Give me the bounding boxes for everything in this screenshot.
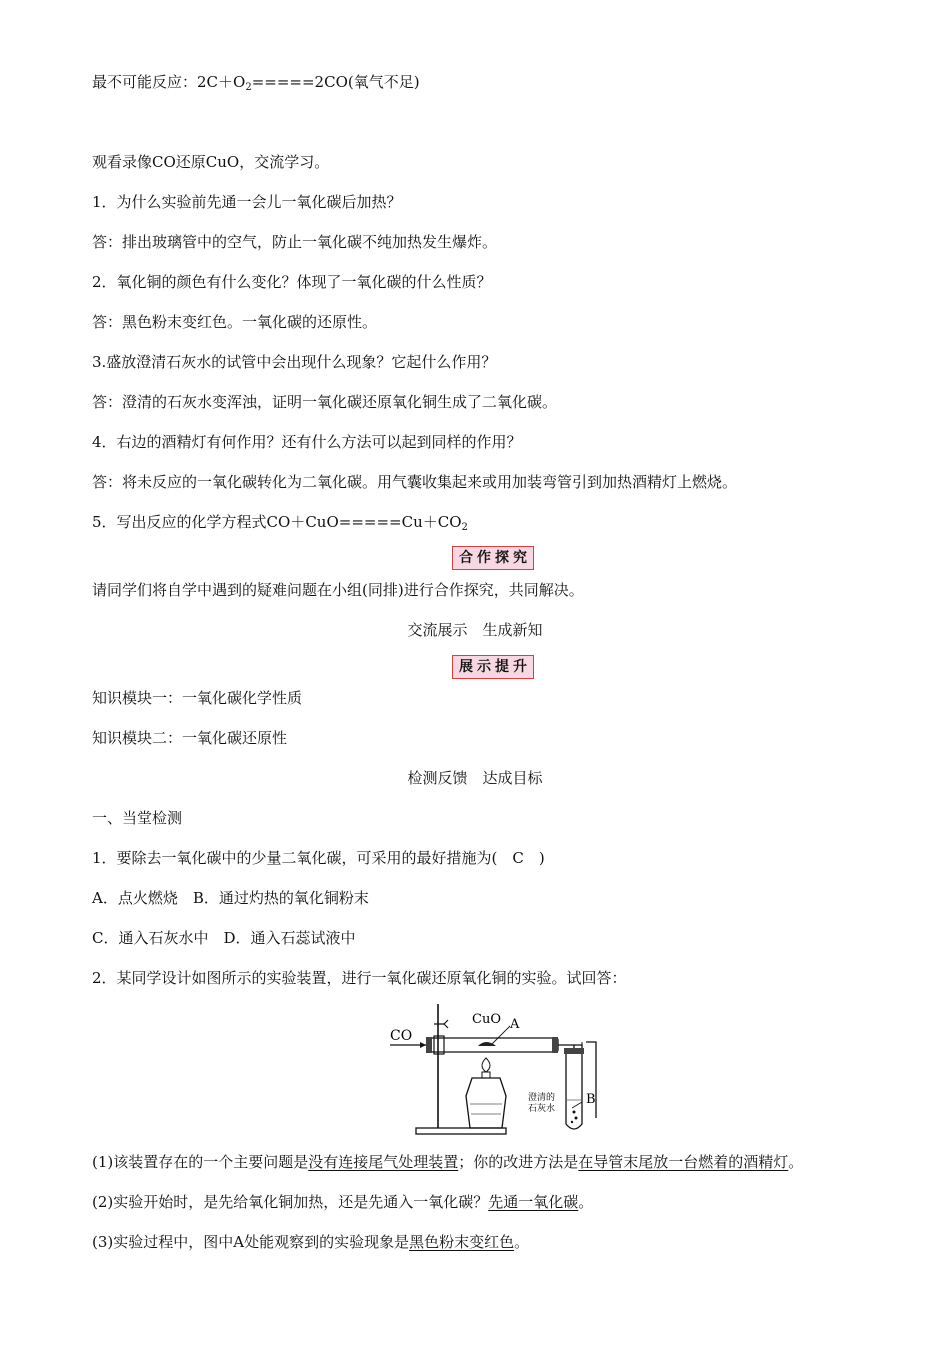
answer-2: 答：黑色粉末变红色。一氧化碳的还原性。 xyxy=(92,313,378,331)
answer-1-blank-2: 在导管末尾放一台燃着的酒精灯 xyxy=(578,1153,789,1171)
label-a: A xyxy=(510,1017,520,1032)
answer-2-text: (2)实验开始时，是先给氧化铜加热，还是先通入一氧化碳？ xyxy=(92,1193,489,1211)
answer-1-blank-1: 没有连接尾气处理装置 xyxy=(308,1153,459,1171)
video-heading: 观看录像CO还原CuO，交流学习。 xyxy=(92,153,330,171)
answer-1-middle: ；你的改进方法是 xyxy=(458,1153,579,1171)
question-5: 5．写出反应的化学方程式$CO+CuO=====Cu+CO_2$ xyxy=(92,513,468,533)
question-4: 4．右边的酒精灯有何作用？还有什么方法可以起到同样的作用？ xyxy=(92,433,522,451)
question-2: 2．氧化铜的颜色有什么变化？体现了一氧化碳的什么性质？ xyxy=(92,273,492,291)
answer-2-blank: 先通一氧化碳 xyxy=(488,1193,579,1211)
exchange-heading: 交流展示 生成新知 xyxy=(407,621,543,639)
limewater-label-2: 石灰水 xyxy=(528,1104,556,1114)
limewater-label-1: 澄清的 xyxy=(528,1093,556,1103)
module-1: 知识模块一：一氧化碳化学性质 xyxy=(92,689,303,707)
co-label: CO xyxy=(390,1028,413,1044)
answer-3-text: (3)实验过程中，图中A处能观察到的实验现象是 xyxy=(92,1233,410,1251)
test-options-cd: C．通入石灰水中 D．通入石蕊试液中 xyxy=(92,929,356,947)
label-b: B xyxy=(586,1092,596,1107)
alcohol-lamp xyxy=(466,1078,506,1128)
answer-2-end: 。 xyxy=(578,1193,594,1211)
least-likely-reaction: 最不可能反应：$2C+O_2=====2CO$(氧气不足) xyxy=(92,73,420,93)
answer-1: 答：排出玻璃管中的空气，防止一氧化碳不纯加热发生爆炸。 xyxy=(92,233,498,251)
test-options-ab: A．点火燃烧 B．通过灼热的氧化铜粉末 xyxy=(92,889,369,907)
equation-text: 5．写出反应的化学方程式CO＋CuO=====Cu＋CO xyxy=(92,513,462,531)
test-part: 一、当堂检测 xyxy=(92,809,183,827)
coop-text: 请同学们将自学中遇到的疑难问题在小组(同排)进行合作探究，共同解决。 xyxy=(92,581,584,599)
coop-badge: 合作探究 xyxy=(452,546,534,570)
reaction-label: 最不可能反应： xyxy=(92,73,198,91)
question-1: 1．为什么实验前先通一会儿一氧化碳后加热？ xyxy=(92,193,402,211)
flame xyxy=(482,1058,490,1072)
answer-part-1 xyxy=(92,1152,803,1172)
answer-part-2 xyxy=(92,1192,593,1212)
apparatus-figure xyxy=(386,1000,606,1138)
answer-3: 答：澄清的石灰水变浑浊，证明一氧化碳还原氧化铜生成了二氧化碳。 xyxy=(92,393,558,411)
test-question-1: 1．要除去一氧化碳中的少量二氧化碳，可采用的最好措施为( C ) xyxy=(92,849,545,867)
answer-part-3 xyxy=(92,1232,529,1252)
reaction-rhs: =====2CO(氧气不足) xyxy=(251,73,420,91)
answer-1-text: (1)该装置存在的一个主要问题是 xyxy=(92,1153,309,1171)
answer-3-end: 。 xyxy=(514,1233,530,1251)
test-heading: 检测反馈 达成目标 xyxy=(407,769,543,787)
cuo-label: CuO xyxy=(472,1012,501,1027)
question-3: 3.盛放澄清石灰水的试管中会出现什么现象？它起什么作用？ xyxy=(92,353,497,371)
show-badge: 展示提升 xyxy=(452,655,534,679)
module-2: 知识模块二：一氧化碳还原性 xyxy=(92,729,288,747)
answer-4: 答：将未反应的一氧化碳转化为二氧化碳。用气囊收集起来或用加装弯管引到加热酒精灯上燃烧。 xyxy=(92,473,738,491)
answer-3-blank: 黑色粉末变红色 xyxy=(409,1233,515,1251)
reaction-lhs: 2C＋O xyxy=(197,73,246,91)
answer-1-end: 。 xyxy=(788,1153,804,1171)
test-tube xyxy=(566,1052,582,1129)
stand-base xyxy=(416,1128,506,1134)
test-question-2: 2．某同学设计如图所示的实验装置，进行一氧化碳还原氧化铜的实验。试回答： xyxy=(92,969,627,987)
